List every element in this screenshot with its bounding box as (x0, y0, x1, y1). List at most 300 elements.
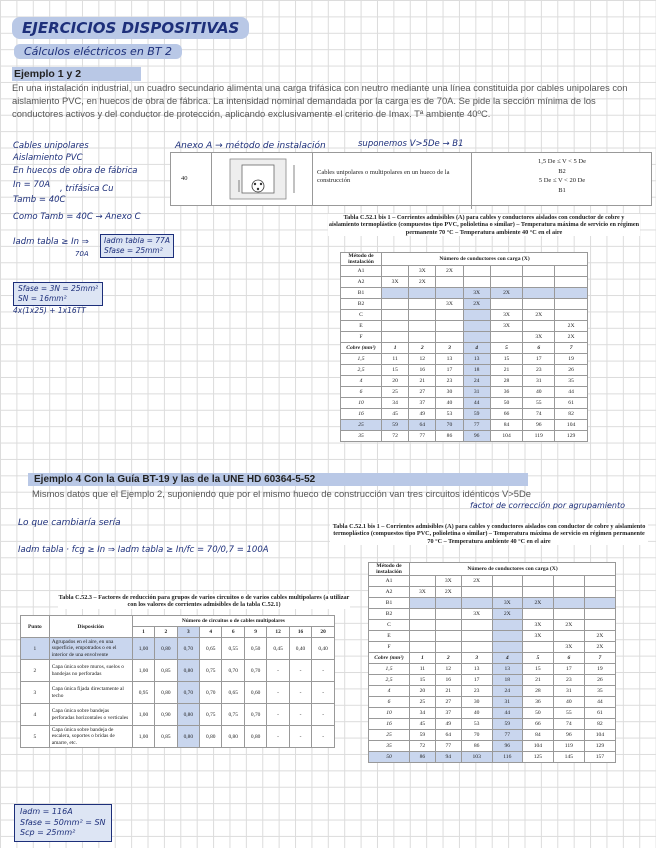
table2-method-mark (410, 642, 436, 653)
table3-reduction-factors (20, 615, 335, 748)
table2-cell: 157 (584, 752, 615, 763)
table-row (369, 576, 616, 587)
table1-cell: 61 (555, 398, 588, 409)
table3-cell: 0,80 (244, 726, 266, 748)
table2-cell: 23 (461, 686, 492, 697)
result-iadm: Iadm = 116A (20, 807, 73, 816)
note-cables: Cables unipolares (13, 141, 89, 151)
table3-cell: 0,70 (200, 682, 222, 704)
table2-method-mark (584, 620, 615, 631)
note-iadm-result: Iadm tabla = 77A (104, 236, 170, 245)
table1-cell: 13 (436, 354, 463, 365)
table1-cell: 104 (490, 431, 523, 442)
example-4-heading: Ejemplo 4 Con la Guía BT-19 y las de la UNE HD 60364-5-52 (28, 473, 528, 486)
table1-cell: 18 (463, 365, 490, 376)
table-row (341, 332, 588, 343)
table2-col-header: 1 (410, 653, 436, 664)
table2-cell: 27 (435, 697, 461, 708)
table2-cell: 44 (584, 697, 615, 708)
table1-cell: 70 (436, 420, 463, 431)
table2-method-mark (410, 631, 436, 642)
table1-method-name: A1 (341, 266, 382, 277)
table2-cell: 49 (435, 719, 461, 730)
table1-method-mark (382, 310, 409, 321)
table3-disposition: Capa única fijada directamente al techo (49, 682, 132, 704)
table1-col-header: 4 (463, 343, 490, 354)
table1-cell: 10 (341, 398, 382, 409)
table3-cell: 0,55 (222, 638, 244, 660)
note-tamb: Tamb = 40C (13, 195, 66, 205)
table1-method-mark (409, 310, 436, 321)
table2-col-header: 3 (461, 653, 492, 664)
table1-cell: 53 (436, 409, 463, 420)
table1-cell: 35 (555, 376, 588, 387)
table2-cell: 35 (584, 686, 615, 697)
table1-cell: 72 (382, 431, 409, 442)
table-row (369, 598, 616, 609)
table1-method-mark: 2X (409, 277, 436, 288)
table2-method-mark (492, 642, 522, 653)
table1-method-mark (523, 299, 555, 310)
table1-cell: 82 (555, 409, 588, 420)
table3-col-header: 1 (132, 627, 154, 638)
table3-disposition: Capa única sobre muros, suelos o bandejas no perforadas (49, 660, 132, 682)
table3-cell: 0,80 (177, 660, 199, 682)
table1-method-name: E (341, 321, 382, 332)
table2-method-mark: 2X (584, 631, 615, 642)
table3-cell: 1,00 (132, 704, 154, 726)
table2-col-header: Cobre (mm²) (369, 653, 410, 664)
table2-method-mark: 3X (522, 631, 553, 642)
table1-col-header: 1 (382, 343, 409, 354)
table3-number-header: Número de circuitos o de cables multipolares (132, 616, 334, 627)
example-4-formula: Iadm tabla · fcg ≥ In ⇒ Iadm tabla ≥ In/fc = 70/0,7 = 100A (18, 545, 269, 555)
table2-method-name: A2 (369, 587, 410, 598)
table3-cell: 0,70 (222, 660, 244, 682)
table1-method-mark (436, 321, 463, 332)
table1-method-mark (463, 277, 490, 288)
table2-method-mark (492, 620, 522, 631)
table1-method-mark: 3X (490, 310, 523, 321)
table2-method-mark (584, 587, 615, 598)
result-scp: Scp = 25mm² (20, 828, 76, 837)
hollow-wall-icon (212, 153, 312, 205)
table2-method-mark: 2X (553, 620, 584, 631)
table2-cell: 34 (410, 708, 436, 719)
table2-cell: 36 (522, 697, 553, 708)
table2-method-mark: 2X (435, 587, 461, 598)
table2-method-mark (553, 598, 584, 609)
table2-col-header: 5 (522, 653, 553, 664)
table2-method-name: A1 (369, 576, 410, 587)
table1-method-mark (382, 299, 409, 310)
table1-method-name: A2 (341, 277, 382, 288)
note-in: In = 70A (13, 180, 51, 190)
table-row (21, 638, 335, 660)
table-row (341, 398, 588, 409)
table2-col-header: 6 (553, 653, 584, 664)
table2-method-mark: 2X (492, 609, 522, 620)
table3-cell: 0,70 (244, 660, 266, 682)
table1-method-mark: 2X (555, 332, 588, 343)
table-row (341, 420, 588, 431)
table1-method-mark (409, 332, 436, 343)
table1-cell: 31 (463, 387, 490, 398)
table-row (341, 321, 588, 332)
table3-cell: - (267, 682, 289, 704)
table3-disposition: Agrupados en el aire, en una superficie, empotrados o en el interior de una envolvente (49, 638, 132, 660)
table1-method-mark (555, 266, 588, 277)
table2-cell: 119 (553, 741, 584, 752)
table-row (369, 752, 616, 763)
note-huecos: En huecos de obra de fábrica (13, 166, 138, 176)
table-row (369, 741, 616, 752)
installation-description: Cables unipolares o multipolares en un hueco de la construcción (317, 169, 450, 184)
table2-method-mark (410, 576, 436, 587)
table2-cell: 59 (492, 719, 522, 730)
table1-col-header: 5 (490, 343, 523, 354)
table1-method-mark (523, 277, 555, 288)
table1-method-header: Método de instalación (341, 253, 382, 266)
table3-col-header: 3 (177, 627, 199, 638)
table2-cell: 44 (492, 708, 522, 719)
table2-cell: 86 (461, 741, 492, 752)
table3-cell: 0,80 (200, 726, 222, 748)
table1-method-mark (555, 288, 588, 299)
table3-cell: - (267, 704, 289, 726)
table3-cell: 0,80 (222, 726, 244, 748)
table-row (369, 730, 616, 741)
table1-method-mark (382, 288, 409, 299)
table2-cell: 55 (553, 708, 584, 719)
note-sfase: Sfase = 3N = 25mm² (18, 284, 99, 293)
table2-cell: 31 (492, 697, 522, 708)
table1-method-mark: 3X (523, 332, 555, 343)
table2-cell: 35 (369, 741, 410, 752)
table1-method-mark: 3X (490, 321, 523, 332)
table1-cell: 64 (409, 420, 436, 431)
table2-method-mark (553, 587, 584, 598)
table1-method-mark (436, 332, 463, 343)
table3-cell: 0,65 (222, 682, 244, 704)
table3-cell: 0,95 (132, 682, 154, 704)
table2-cell: 129 (584, 741, 615, 752)
table1-cell: 84 (490, 420, 523, 431)
table3-disposition: Capa única sobre bandejas perforadas horizontales o verticales (49, 704, 132, 726)
table1-method-mark (523, 266, 555, 277)
installation-cond-2: 5 De ≤ V < 20 De (538, 177, 586, 184)
table3-col-header: 12 (267, 627, 289, 638)
table1-method-mark (463, 310, 490, 321)
table2-method-mark (461, 598, 492, 609)
table1-cell: 96 (463, 431, 490, 442)
table2-cell: 103 (461, 752, 492, 763)
table2-cell: 104 (522, 741, 553, 752)
table1-method-name: C (341, 310, 382, 321)
table3-cell: 1,00 (132, 638, 154, 660)
table-row (341, 277, 588, 288)
table3-point: 1 (21, 638, 50, 660)
table2-method-mark (435, 642, 461, 653)
note-iadm-result-box (100, 234, 174, 258)
table1-method-mark (555, 310, 588, 321)
table-row (369, 675, 616, 686)
anexo-note: Anexo A → método de instalación (175, 141, 326, 151)
table1-cell: 34 (382, 398, 409, 409)
table1-col-header: 2 (409, 343, 436, 354)
table1-method-mark (463, 321, 490, 332)
table3-cell: - (312, 704, 335, 726)
table1-cell: 16 (409, 365, 436, 376)
table2-method-mark (461, 587, 492, 598)
table3-cell: 0,75 (222, 704, 244, 726)
table2-method-mark: 2X (461, 576, 492, 587)
table3-cell: 0,75 (200, 660, 222, 682)
installation-method-b1: B1 (558, 186, 566, 194)
table-row (341, 376, 588, 387)
table2-method-mark (461, 631, 492, 642)
example-1-heading: Ejemplo 1 y 2 (12, 67, 141, 81)
table1-method-mark: 2X (436, 266, 463, 277)
table1-cell: 129 (555, 431, 588, 442)
table1-method-mark (463, 266, 490, 277)
table2-method-header: Método de instalación (369, 563, 410, 576)
table2-cell: 86 (410, 752, 436, 763)
table1-cell: 17 (523, 354, 555, 365)
table1-cell: 37 (409, 398, 436, 409)
installation-method-b2: B2 (558, 167, 566, 175)
table3-cell: - (312, 660, 335, 682)
table2-cell: 18 (492, 675, 522, 686)
note-trifasica: , trifásica Cu (60, 184, 114, 194)
table2-method-mark (461, 620, 492, 631)
table1-method-mark (555, 277, 588, 288)
table3-cell: - (312, 682, 335, 704)
result-sfase: Sfase = 50mm² = SN (20, 817, 106, 827)
table2-cell: 11 (410, 664, 436, 675)
table2-method-name: E (369, 631, 410, 642)
table2-cell: 59 (410, 730, 436, 741)
table1-cell: 40 (436, 398, 463, 409)
table3-cell: 0,60 (244, 682, 266, 704)
table2-method-mark (435, 620, 461, 631)
table1-cell: 19 (555, 354, 588, 365)
table2-col-header: 4 (492, 653, 522, 664)
table2-cell: 72 (410, 741, 436, 752)
table-row (341, 431, 588, 442)
table2-method-mark (553, 609, 584, 620)
table2-col-header: 7 (584, 653, 615, 664)
table1-method-mark (523, 321, 555, 332)
table1-cell: 59 (382, 420, 409, 431)
table1-cell: 12 (409, 354, 436, 365)
table3-col-header: 4 (200, 627, 222, 638)
table2-method-mark: 3X (492, 598, 522, 609)
table3-point: 4 (21, 704, 50, 726)
table2-cell: 25 (369, 730, 410, 741)
table2-cell: 16 (369, 719, 410, 730)
table2-method-mark (435, 598, 461, 609)
table2-cell: 45 (410, 719, 436, 730)
table1-cell: 26 (555, 365, 588, 376)
table1-cell: 77 (463, 420, 490, 431)
table1-cell: 17 (436, 365, 463, 376)
table2-cell: 15 (522, 664, 553, 675)
table1-method-mark (409, 288, 436, 299)
table2-col-header: 2 (435, 653, 461, 664)
table1-cell: 119 (523, 431, 555, 442)
table1-cell: 4 (341, 376, 382, 387)
table2-cell: 19 (584, 664, 615, 675)
table3-caption: Tabla C.52.3 – Factores de reducción para grupos de varios circuitos o de varios cables multipolares (a utilizar con los valores de corrientes admisibles de la tabla C.52.1) (58, 594, 350, 609)
table3-point: 3 (21, 682, 50, 704)
note-pvc: Aislamiento PVC (13, 153, 83, 163)
table2-cell: 6 (369, 697, 410, 708)
table3-cell: 0,40 (312, 638, 335, 660)
table1-cell: 27 (409, 387, 436, 398)
table2-method-mark (410, 609, 436, 620)
table3-cell: - (289, 726, 311, 748)
table3-cell: 0,70 (244, 704, 266, 726)
table2-cell: 84 (522, 730, 553, 741)
table1-cell: 45 (382, 409, 409, 420)
table3-col-header: 9 (244, 627, 266, 638)
note-iadm-fraction: 70A (75, 250, 89, 258)
table2-method-mark (584, 598, 615, 609)
table1-method-mark (490, 277, 523, 288)
table2-cell: 40 (553, 697, 584, 708)
table2-cell: 37 (435, 708, 461, 719)
table2-cell: 125 (522, 752, 553, 763)
table2-method-name: B1 (369, 598, 410, 609)
table1-method-mark (382, 321, 409, 332)
table-row (369, 697, 616, 708)
table2-cell: 25 (410, 697, 436, 708)
table-row (341, 310, 588, 321)
table2-cell: 66 (522, 719, 553, 730)
table1-method-name: B1 (341, 288, 382, 299)
note-sn: SN = 16mm² (18, 294, 67, 303)
table2-method-mark (584, 609, 615, 620)
table2-method-mark: 2X (584, 642, 615, 653)
table1-cell: 49 (409, 409, 436, 420)
table2-method-mark (492, 631, 522, 642)
table1-col-header: 6 (523, 343, 555, 354)
table2-method-mark (435, 631, 461, 642)
table-row (341, 266, 588, 277)
table1-method-mark (436, 288, 463, 299)
table1-cell: 50 (490, 398, 523, 409)
note-anexo-c: Como Tamb = 40C → Anexo C (13, 212, 141, 222)
table2-cell: 70 (461, 730, 492, 741)
page-title: EJERCICIOS DISPOSITIVAS (12, 17, 249, 39)
table2-cell: 24 (492, 686, 522, 697)
note-final-cable: 4x(1x25) + 1x16TT (13, 306, 86, 315)
table1-cell: 15 (490, 354, 523, 365)
table2-cell: 31 (553, 686, 584, 697)
table-row (21, 660, 335, 682)
table2-method-mark: 3X (522, 620, 553, 631)
table1-method-mark (463, 332, 490, 343)
table3-cell: 0,70 (177, 682, 199, 704)
example-4-note: factor de corrección por agrupamiento (470, 501, 626, 510)
table3-cell: 0,80 (155, 638, 177, 660)
table1-cell: 15 (382, 365, 409, 376)
table1-cell: 44 (555, 387, 588, 398)
table2-cell: 17 (461, 675, 492, 686)
table2-cell: 82 (584, 719, 615, 730)
table2-method-name: F (369, 642, 410, 653)
table3-disposition: Capa única sobre bandeja de escalera, soportes o bridas de amarre, etc. (49, 726, 132, 748)
table3-cell: - (267, 726, 289, 748)
table2-method-mark (522, 609, 553, 620)
table-row (21, 682, 335, 704)
table3-cell: 0,70 (177, 638, 199, 660)
table1-cell: 23 (523, 365, 555, 376)
example-4-statement: Mismos datos que el Ejemplo 2, suponiendo que por el mismo hueco de construcción van tres circuitos idénticos V>5De (32, 488, 531, 499)
table2-method-mark: 2X (522, 598, 553, 609)
table2-method-mark (492, 576, 522, 587)
table2-method-mark (522, 576, 553, 587)
table2-cell: 15 (410, 675, 436, 686)
table1-conductors-header: Número de conductores con carga (X) (382, 253, 588, 266)
table1-method-mark: 2X (463, 299, 490, 310)
table2-conductors-header: Número de conductores con carga (X) (410, 563, 616, 576)
table3-cell: 1,00 (132, 660, 154, 682)
table-row (21, 704, 335, 726)
table1-cell: 30 (436, 387, 463, 398)
table1-method-mark: 2X (555, 321, 588, 332)
table-row (369, 664, 616, 675)
table1-cell: 40 (523, 387, 555, 398)
table1-col-header: 3 (436, 343, 463, 354)
table1-method-mark (555, 299, 588, 310)
table2-cell: 50 (522, 708, 553, 719)
table1-method-mark (409, 299, 436, 310)
table1-col-header: 7 (555, 343, 588, 354)
table-row (341, 288, 588, 299)
table2-method-mark (492, 587, 522, 598)
table2-cell: 26 (584, 675, 615, 686)
table2-cell: 2,5 (369, 675, 410, 686)
table1-cell: 36 (490, 387, 523, 398)
table3-cell: - (289, 660, 311, 682)
table1-method-mark: 2X (523, 310, 555, 321)
table3-col-header: 6 (222, 627, 244, 638)
note-iadm-condition: Iadm tabla ≥ In ⇒ (13, 237, 89, 247)
table3-cell: 1,00 (132, 726, 154, 748)
table2-cell: 4 (369, 686, 410, 697)
table2-method-mark (522, 642, 553, 653)
table2-method-mark (553, 631, 584, 642)
table-row (369, 686, 616, 697)
table2-method-mark (584, 576, 615, 587)
table1-cell: 77 (409, 431, 436, 442)
table1-method-mark: 3X (382, 277, 409, 288)
table3-point-header: Punto (21, 616, 50, 638)
table3-point: 2 (21, 660, 50, 682)
table2-method-mark: 3X (410, 587, 436, 598)
table1-method-mark (490, 332, 523, 343)
table3-disposition-header: Disposición (49, 616, 132, 638)
table1-method-mark (436, 310, 463, 321)
anexo-note-b1: suponemos V>5De → B1 (358, 139, 464, 149)
table-row (369, 642, 616, 653)
table2-method-name: C (369, 620, 410, 631)
table2-cell: 77 (492, 730, 522, 741)
table1-method-mark (490, 266, 523, 277)
table2-cell: 40 (461, 708, 492, 719)
